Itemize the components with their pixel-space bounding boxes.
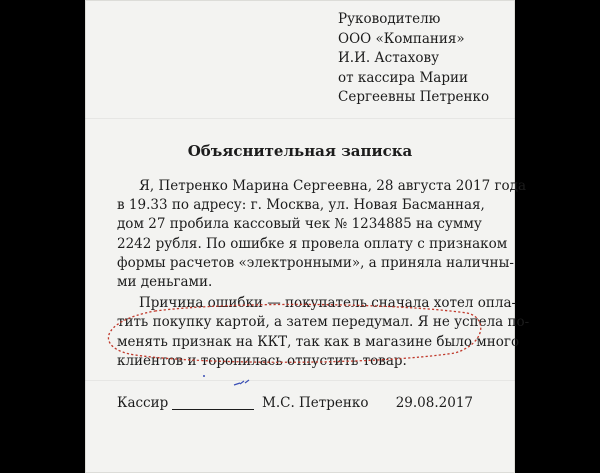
- addressee-line: от кассира Марии: [338, 69, 468, 86]
- addressee-block: [338, 10, 489, 108]
- signature-ink-marks: [200, 372, 260, 392]
- document-sheet: [85, 0, 530, 473]
- body-line: дом 27 пробила кассовый чек № 1234885 на сумму: [117, 216, 482, 233]
- body-line: ми деньгами.: [117, 274, 213, 291]
- ink-dot: [203, 375, 205, 377]
- signature-role: Кассир: [117, 395, 169, 411]
- body-line: тить покупку картой, а затем передумал. Я не успела по-: [117, 314, 530, 331]
- signature-date: 29.08.2017: [395, 395, 473, 411]
- signature-name: М.С. Петренко: [262, 395, 369, 411]
- body-line: Я, Петренко Марина Сергеевна, 28 августа 2017 года: [139, 178, 527, 194]
- signature-line: [172, 409, 254, 410]
- body-line: Причина ошибки — покупатель сначала хотел опла-: [139, 295, 517, 312]
- body-line: 2242 рубля. По ошибке я провела оплату с признаком: [117, 235, 508, 252]
- body-line: менять признак на ККТ, так как в магазине было много: [117, 333, 520, 350]
- addressee-line: ООО «Компания»: [338, 30, 465, 47]
- document-title: Объяснительная записка: [187, 142, 413, 160]
- body-line: формы расчетов «электронными», а приняла наличны-: [117, 254, 514, 271]
- document-body: [117, 177, 530, 371]
- addressee-line: И.И. Астахову: [338, 50, 440, 66]
- body-line: клиентов и торопилась отпустить товар.: [117, 352, 407, 369]
- signature-row: [117, 395, 473, 415]
- addressee-line: Сергеевны Петренко: [338, 89, 490, 105]
- body-line: в 19.33 по адресу: г. Москва, ул. Новая Басманная,: [117, 197, 485, 214]
- paper-fold: [85, 118, 515, 119]
- paper-fold: [85, 380, 515, 381]
- addressee-line: Руководителю: [338, 11, 441, 27]
